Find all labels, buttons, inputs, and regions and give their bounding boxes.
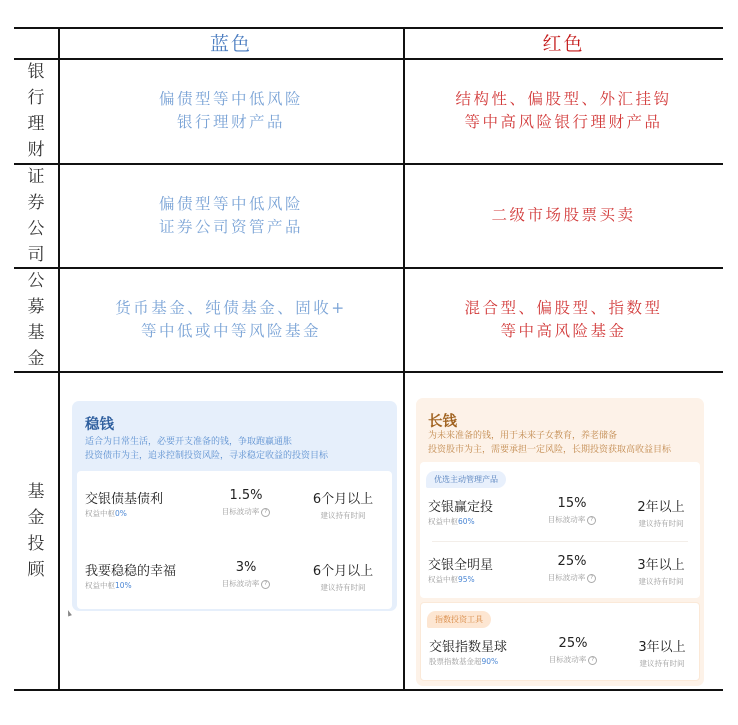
volatility-label-text: 目标波动率	[547, 515, 586, 524]
product-name: 我要稳稳的幸福	[85, 564, 177, 579]
help-question-icon[interactable]: ?	[261, 580, 270, 589]
equity-center	[429, 656, 498, 667]
volatility-label-text: 目标波动率	[221, 507, 260, 516]
index-tools-panel	[420, 602, 700, 681]
table-rule-bottom	[14, 689, 723, 691]
row-label-public-funds	[14, 268, 58, 371]
target-volatility	[206, 560, 286, 589]
volatility-label	[532, 514, 612, 525]
row-label-char: 证	[27, 166, 45, 187]
equity-center-label: 权益中枢	[85, 509, 115, 518]
equity-center-value: 95%	[458, 575, 475, 584]
holding-label: 建议持有时间	[639, 659, 685, 668]
volatility-value: 25%	[557, 554, 587, 569]
volatility-value: 15%	[557, 496, 587, 511]
cell-line: 结构性、偏股型、外汇挂钩	[455, 90, 672, 108]
cell-bank-red	[404, 59, 723, 163]
help-question-icon[interactable]: ?	[261, 508, 270, 517]
volatility-label-text: 目标波动率	[221, 579, 260, 588]
row-label-char: 投	[27, 533, 45, 554]
row-label-securities	[14, 164, 58, 267]
cell-line: 偏债型等中低风险	[158, 194, 303, 213]
volatility-label	[533, 654, 613, 665]
holding-label: 建议持有时间	[638, 519, 684, 528]
cell-line: 银行理财产品	[176, 113, 285, 131]
cell-funds-blue	[59, 268, 403, 371]
target-volatility	[532, 496, 612, 525]
equity-center	[85, 580, 132, 591]
equity-center-label: 权益中枢	[428, 575, 458, 584]
product-item[interactable]	[420, 554, 700, 594]
equity-center	[85, 508, 127, 519]
volatility-value: 25%	[558, 636, 588, 651]
target-volatility	[533, 636, 613, 665]
equity-center-value: 60%	[458, 517, 475, 526]
long-money-card	[416, 398, 704, 686]
holding-period	[303, 560, 383, 593]
equity-center-value: 0%	[115, 509, 127, 518]
active-management-panel	[420, 462, 700, 598]
help-question-icon[interactable]: ?	[587, 516, 596, 525]
equity-center-value: 10%	[115, 581, 132, 590]
holding-value: 6个月以上	[312, 564, 374, 579]
row-label-char: 银	[27, 62, 45, 82]
row-label-char: 司	[27, 244, 45, 265]
holding-period	[621, 496, 701, 529]
table-rule-row3	[14, 371, 723, 373]
desc-line: 为未来准备的钱，用于未来子女教育，养老储备	[428, 431, 618, 441]
section-tag: 指数投资工具	[427, 611, 491, 628]
volatility-value: 3%	[235, 560, 257, 575]
row-label-char: 行	[27, 88, 45, 108]
row-label-char: 金	[27, 507, 45, 528]
desc-line: 投资股市为主，需要承担一定风险，长期投资获取高收益目标	[428, 445, 672, 455]
volatility-label-text: 目标波动率	[547, 573, 586, 582]
equity-center	[428, 574, 475, 585]
cell-line: 偏债型等中低风险	[158, 90, 303, 108]
row-label-bank-wealth	[14, 59, 58, 163]
desc-line: 投资债市为主，追求控制投资风险，寻求稳定收益的投资目标	[85, 451, 329, 461]
holding-period	[622, 636, 702, 669]
volatility-label	[206, 578, 286, 589]
row-label-char: 金	[27, 348, 45, 369]
card-title: 稳钱	[85, 417, 114, 433]
holding-label: 建议持有时间	[320, 511, 366, 520]
row-label-char: 券	[27, 192, 45, 213]
holding-period	[621, 554, 701, 587]
holding-period	[303, 488, 383, 521]
cell-line: 等中高风险基金	[500, 321, 627, 340]
cell-bank-blue	[59, 59, 403, 163]
item-divider	[432, 541, 688, 542]
product-panel	[77, 471, 392, 609]
cell-line: 二级市场股票买卖	[491, 206, 636, 224]
volatility-value: 1.5%	[229, 488, 263, 503]
product-name: 交银指数星球	[429, 640, 508, 655]
equity-center-label: 股票指数基金超	[429, 657, 482, 666]
target-volatility	[532, 554, 612, 583]
row-label-fund-advisory	[14, 372, 58, 689]
row-label-char: 公	[27, 218, 45, 239]
holding-label: 建议持有时间	[320, 583, 366, 592]
cell-line: 混合型、偏股型、指数型	[464, 298, 663, 317]
product-item[interactable]	[420, 496, 700, 536]
cell-funds-red	[404, 268, 723, 371]
equity-center-value: 90%	[481, 657, 499, 666]
column-header-red: 红色	[542, 33, 585, 55]
card-description	[85, 435, 328, 463]
card-title: 长钱	[428, 414, 457, 430]
row-label-char: 公	[27, 270, 45, 291]
cell-securities-blue	[59, 164, 403, 267]
product-name: 交银债基债利	[85, 492, 164, 507]
section-tag: 优选主动管理产品	[426, 471, 506, 488]
column-header-blue: 蓝色	[209, 33, 252, 55]
row-label-char: 基	[27, 322, 45, 343]
product-item[interactable]	[77, 488, 392, 528]
row-label-char: 顾	[27, 559, 45, 580]
cell-securities-red	[404, 164, 723, 267]
holding-value: 2年以上	[637, 500, 685, 515]
steady-money-card	[72, 401, 397, 611]
cell-line: 等中低或中等风险基金	[140, 321, 321, 340]
product-item[interactable]	[77, 560, 392, 600]
volatility-label	[532, 572, 612, 583]
row-label-char: 理	[27, 114, 45, 134]
equity-center-label: 权益中枢	[85, 581, 115, 590]
target-volatility	[206, 488, 286, 517]
row-label-char: 募	[27, 296, 45, 317]
help-question-icon[interactable]: ?	[588, 656, 597, 665]
mouse-cursor-icon	[66, 609, 72, 616]
row-label-char: 基	[27, 481, 45, 502]
desc-line: 适合为日常生活，必要开支准备的钱，争取跑赢通胀	[85, 437, 293, 447]
row-label-char: 财	[27, 140, 45, 160]
holding-label: 建议持有时间	[638, 577, 684, 586]
volatility-label	[206, 506, 286, 517]
card-description	[428, 429, 671, 457]
holding-value: 3年以上	[637, 558, 685, 573]
volatility-label-text: 目标波动率	[548, 655, 587, 664]
equity-center	[428, 516, 475, 527]
product-name: 交银全明星	[428, 558, 494, 573]
holding-value: 3年以上	[638, 640, 686, 655]
equity-center-label: 权益中枢	[428, 517, 458, 526]
product-name: 交银赢定投	[428, 500, 494, 515]
cell-line: 等中高风险银行理财产品	[464, 113, 663, 131]
cell-line: 货币基金、纯债基金、固收+	[115, 298, 347, 317]
holding-value: 6个月以上	[312, 492, 374, 507]
cell-line: 证券公司资管产品	[158, 217, 303, 236]
help-question-icon[interactable]: ?	[587, 574, 596, 583]
product-item[interactable]	[421, 636, 699, 676]
